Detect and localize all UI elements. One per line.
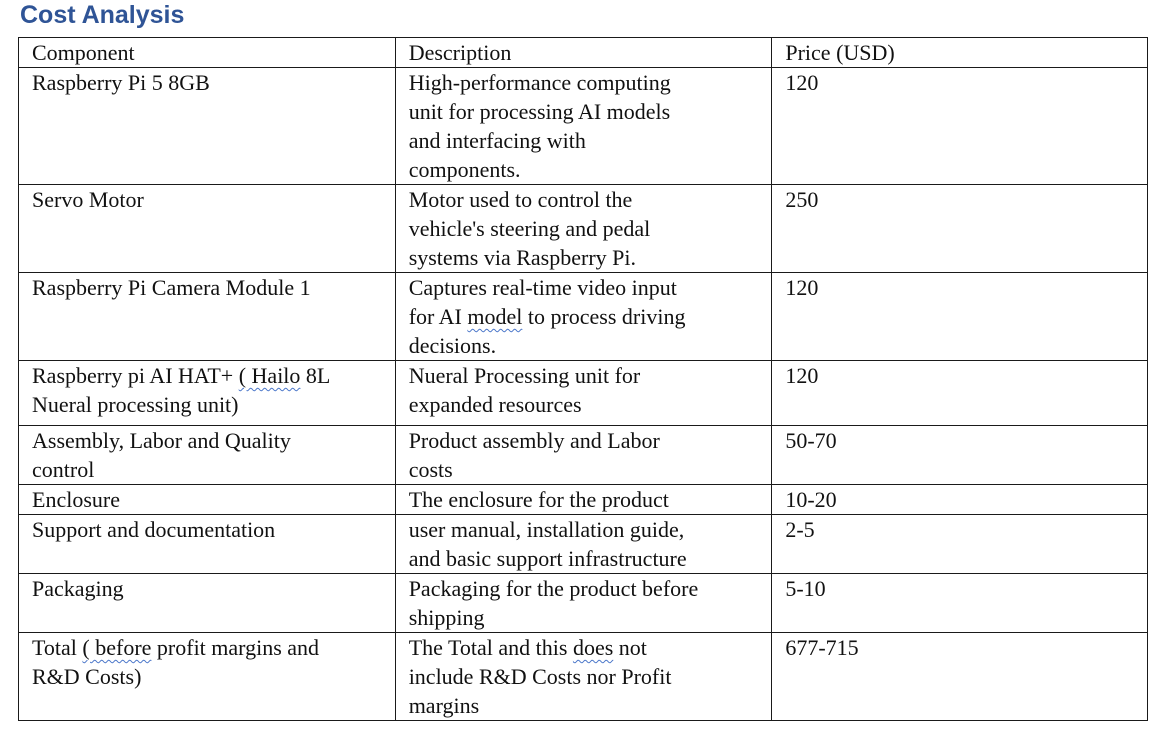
cell-component: Servo Motor	[19, 185, 396, 273]
column-header-description: Description	[395, 38, 772, 68]
cell-price: 2-5	[772, 515, 1148, 574]
cell-description: Product assembly and Labor costs	[395, 426, 772, 485]
cell-component: Raspberry Pi Camera Module 1	[19, 273, 396, 361]
cell-description: Motor used to control the vehicle's steering and pedal systems via Raspberry Pi.	[395, 185, 772, 273]
table-row	[19, 273, 1148, 361]
table-row	[19, 426, 1148, 485]
table-row	[19, 68, 1148, 185]
cell-price: 50-70	[772, 426, 1148, 485]
spellcheck-underline: ( before	[82, 635, 152, 660]
cell-component: Enclosure	[19, 485, 396, 515]
cell-description: Nueral Processing unit for expanded resources	[395, 361, 772, 426]
cell-component: Packaging	[19, 574, 396, 633]
cell-description: The Total and this does not include R&D Costs nor Profit margins	[395, 633, 772, 721]
cell-component: Raspberry pi AI HAT+ ( Hailo 8L Nueral processing unit)	[19, 361, 396, 426]
cell-price: 250	[772, 185, 1148, 273]
cell-component: Raspberry Pi 5 8GB	[19, 68, 396, 185]
page-title: Cost Analysis	[20, 1, 185, 29]
spellcheck-underline: model	[467, 304, 523, 329]
cell-component: Total ( before profit margins and R&D Costs)	[19, 633, 396, 721]
cell-price: 677-715	[772, 633, 1148, 721]
table-row	[19, 361, 1148, 426]
cell-description: Packaging for the product before shipping	[395, 574, 772, 633]
column-header-price: Price (USD)	[772, 38, 1148, 68]
cell-description: High-performance computing unit for processing AI models and interfacing with components.	[395, 68, 772, 185]
cell-description: user manual, installation guide, and basic support infrastructure	[395, 515, 772, 574]
cell-price: 120	[772, 68, 1148, 185]
cost-table	[18, 37, 1148, 721]
cell-price: 10-20	[772, 485, 1148, 515]
table-row	[19, 515, 1148, 574]
cell-description: The enclosure for the product	[395, 485, 772, 515]
cell-price: 120	[772, 273, 1148, 361]
table-row	[19, 185, 1148, 273]
table-header-row	[19, 38, 1148, 68]
spellcheck-underline: ( Hailo	[238, 363, 301, 388]
column-header-component: Component	[19, 38, 396, 68]
cell-price: 5-10	[772, 574, 1148, 633]
cell-component: Support and documentation	[19, 515, 396, 574]
table-row	[19, 485, 1148, 515]
table-row	[19, 633, 1148, 721]
cell-price: 120	[772, 361, 1148, 426]
cell-description: Captures real-time video input for AI model to process driving decisions.	[395, 273, 772, 361]
table-row	[19, 574, 1148, 633]
cell-component: Assembly, Labor and Quality control	[19, 426, 396, 485]
spellcheck-underline: does	[572, 635, 614, 660]
